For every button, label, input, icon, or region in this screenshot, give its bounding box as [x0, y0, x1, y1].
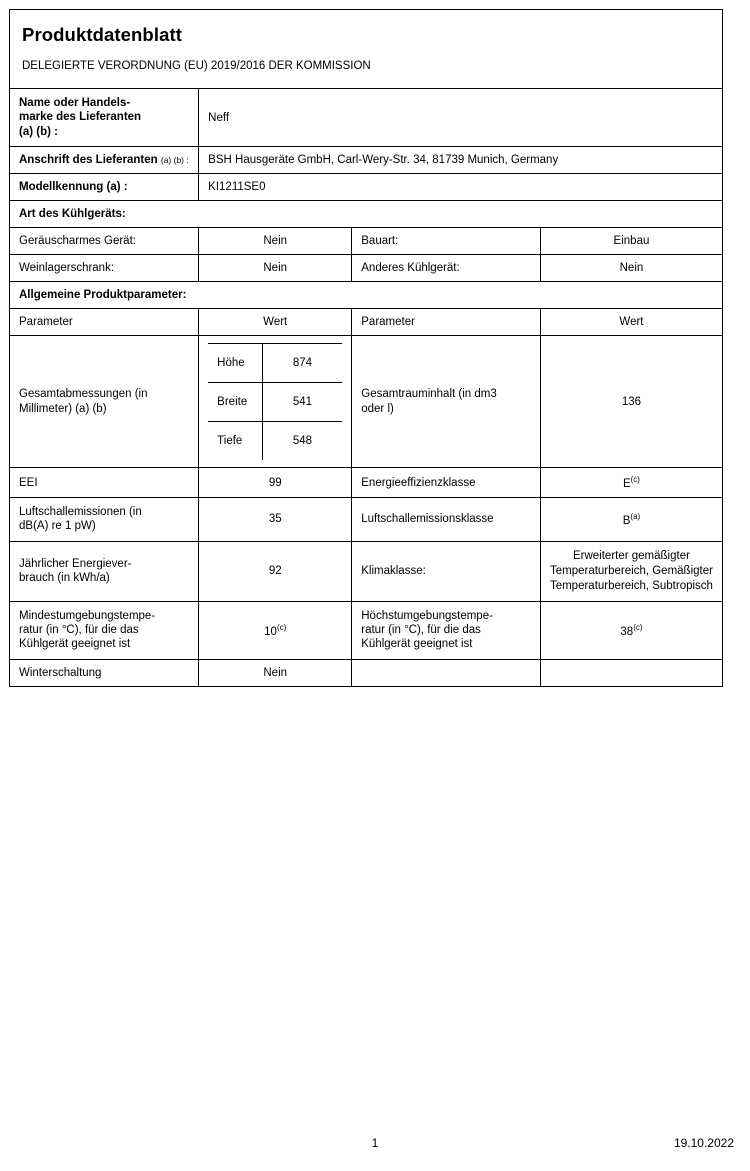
total-volume-label-line1: Gesamtrauminhalt (in dm3 [361, 388, 497, 401]
table-row [10, 659, 722, 686]
climate-class-label: Klimaklasse: [352, 541, 541, 601]
airborne-noise-label [10, 497, 199, 541]
width-label: Breite [208, 383, 262, 422]
wine-cabinet-value: Nein [199, 255, 352, 282]
eei-label: EEI [10, 468, 199, 498]
supplier-name-label [10, 89, 199, 147]
header-value-left: Wert [199, 309, 352, 336]
table-row [10, 601, 722, 659]
header-parameter-right: Parameter [352, 309, 541, 336]
annual-energy-label-line2: brauch (in kWh/a) [19, 572, 110, 585]
page-number: 1 [371, 1136, 379, 1150]
other-fridge-label: Anderes Kühlgerät: [352, 255, 541, 282]
table-row [10, 468, 722, 498]
energy-class-footnote: (c) [630, 475, 640, 485]
width-value: 541 [262, 383, 342, 422]
general-section-label: Allgemeine Produktparameter: [10, 282, 722, 309]
climate-class-value: Erweiterter gemäßigter Temperaturbereich, Gemäßigter Temperaturbereich, Subtropisch [540, 541, 722, 601]
table-row [10, 282, 722, 309]
supplier-address-label-text: Anschrift des Lieferanten [19, 154, 158, 167]
empty-cell-value [540, 659, 722, 686]
table-row [10, 336, 722, 468]
footer-date: 19.10.2022 [673, 1136, 734, 1150]
overall-dimensions-label [10, 336, 199, 468]
energy-class-value [540, 468, 722, 498]
supplier-address-value: BSH Hausgeräte GmbH, Carl-Wery-Str. 34, 81739 Munich, Germany [199, 147, 722, 174]
table-row [10, 147, 722, 174]
min-ambient-temp-number: 10 [264, 625, 277, 638]
table-row [10, 497, 722, 541]
empty-cell-label [352, 659, 541, 686]
model-label: Modellkennung (a) : [10, 174, 199, 201]
page-title: Produktdatenblatt [22, 24, 182, 45]
annual-energy-value: 92 [199, 541, 352, 601]
table-row [10, 201, 722, 228]
min-ambient-temp-footnote: (c) [276, 622, 287, 632]
height-label: Höhe [208, 344, 262, 383]
airborne-noise-value: 35 [199, 497, 352, 541]
supplier-name-label-line2: marke des Lieferanten [19, 111, 142, 124]
total-volume-label-line2: oder l) [361, 402, 394, 415]
min-ambient-temp-label-line3: Kühlgerät geeignet ist [19, 638, 131, 651]
annual-energy-label [10, 541, 199, 601]
winter-setting-label: Winterschaltung [10, 659, 199, 686]
regulation-subtitle: DELEGIERTE VERORDNUNG (EU) 2019/2016 DER KOMMISSION [22, 60, 371, 72]
supplier-name-value: Neff [199, 89, 722, 147]
table-row [10, 541, 722, 601]
airborne-noise-label-line1: Luftschallemissionen (in [19, 505, 142, 518]
eei-value: 99 [199, 468, 352, 498]
noise-class-label: Luftschallemissionsklasse [352, 497, 541, 541]
max-ambient-temp-value [540, 601, 722, 659]
low-noise-label: Geräuscharmes Gerät: [10, 228, 199, 255]
other-fridge-value: Nein [540, 255, 722, 282]
overall-dimensions-label-line2: Millimeter) (a) (b) [19, 402, 107, 415]
max-ambient-temp-label [352, 601, 541, 659]
overall-dimensions-label-line1: Gesamtabmessungen (in [19, 388, 148, 401]
total-volume-value: 136 [540, 336, 722, 468]
wine-cabinet-label: Weinlagerschrank: [10, 255, 199, 282]
noise-class-value [540, 497, 722, 541]
max-ambient-temp-label-line1: Höchstumgebungstempe- [361, 609, 493, 622]
max-ambient-temp-footnote: (c) [633, 622, 643, 632]
energy-class-letter: E [622, 477, 631, 490]
min-ambient-temp-value [199, 601, 352, 659]
table-row [10, 228, 722, 255]
model-value: KI1211SE0 [199, 174, 722, 201]
airborne-noise-label-line2: dB(A) re 1 pW) [19, 520, 96, 533]
winter-setting-value: Nein [199, 659, 352, 686]
min-ambient-temp-label-line1: Mindestumgebungstempe- [19, 609, 156, 622]
table-row [10, 89, 722, 147]
dimensions-subtable [208, 343, 342, 460]
table-row [10, 309, 722, 336]
max-ambient-temp-label-line3: Kühlgerät geeignet ist [361, 638, 473, 651]
table-row [208, 344, 342, 383]
header-parameter-left: Parameter [10, 309, 199, 336]
title-block [10, 10, 722, 88]
max-ambient-temp-label-line2: ratur (in °C), für die das [361, 623, 481, 636]
supplier-address-label [10, 147, 199, 174]
min-ambient-temp-label [10, 601, 199, 659]
supplier-name-label-line3: (a) (b) : [19, 125, 58, 138]
supplier-name-label-line1: Name oder Handels- [19, 97, 131, 109]
fridge-type-section-label: Art des Kühlgeräts: [10, 201, 722, 228]
min-ambient-temp-label-line2: ratur (in °C), für die das [19, 623, 139, 636]
noise-class-letter: B [622, 514, 631, 527]
noise-class-footnote: (a) [630, 511, 641, 521]
table-row [208, 383, 342, 422]
annual-energy-label-line1: Jährlicher Energiever- [19, 557, 132, 570]
construction-value: Einbau [540, 228, 722, 255]
low-noise-value: Nein [199, 228, 352, 255]
header-value-right: Wert [540, 309, 722, 336]
table-row [208, 422, 342, 461]
construction-label: Bauart: [352, 228, 541, 255]
product-parameters-table [10, 88, 722, 686]
total-volume-label [352, 336, 541, 468]
depth-label: Tiefe [208, 422, 262, 461]
energy-class-label: Energieeffizienzklasse [352, 468, 541, 498]
height-value: 874 [262, 344, 342, 383]
dimensions-subtable-cell [199, 336, 352, 468]
depth-value: 548 [262, 422, 342, 461]
table-row [10, 174, 722, 201]
table-row [10, 255, 722, 282]
datasheet-table [9, 9, 723, 687]
supplier-address-label-note: (a) (b) : [160, 155, 189, 166]
max-ambient-temp-number: 38 [620, 625, 634, 638]
